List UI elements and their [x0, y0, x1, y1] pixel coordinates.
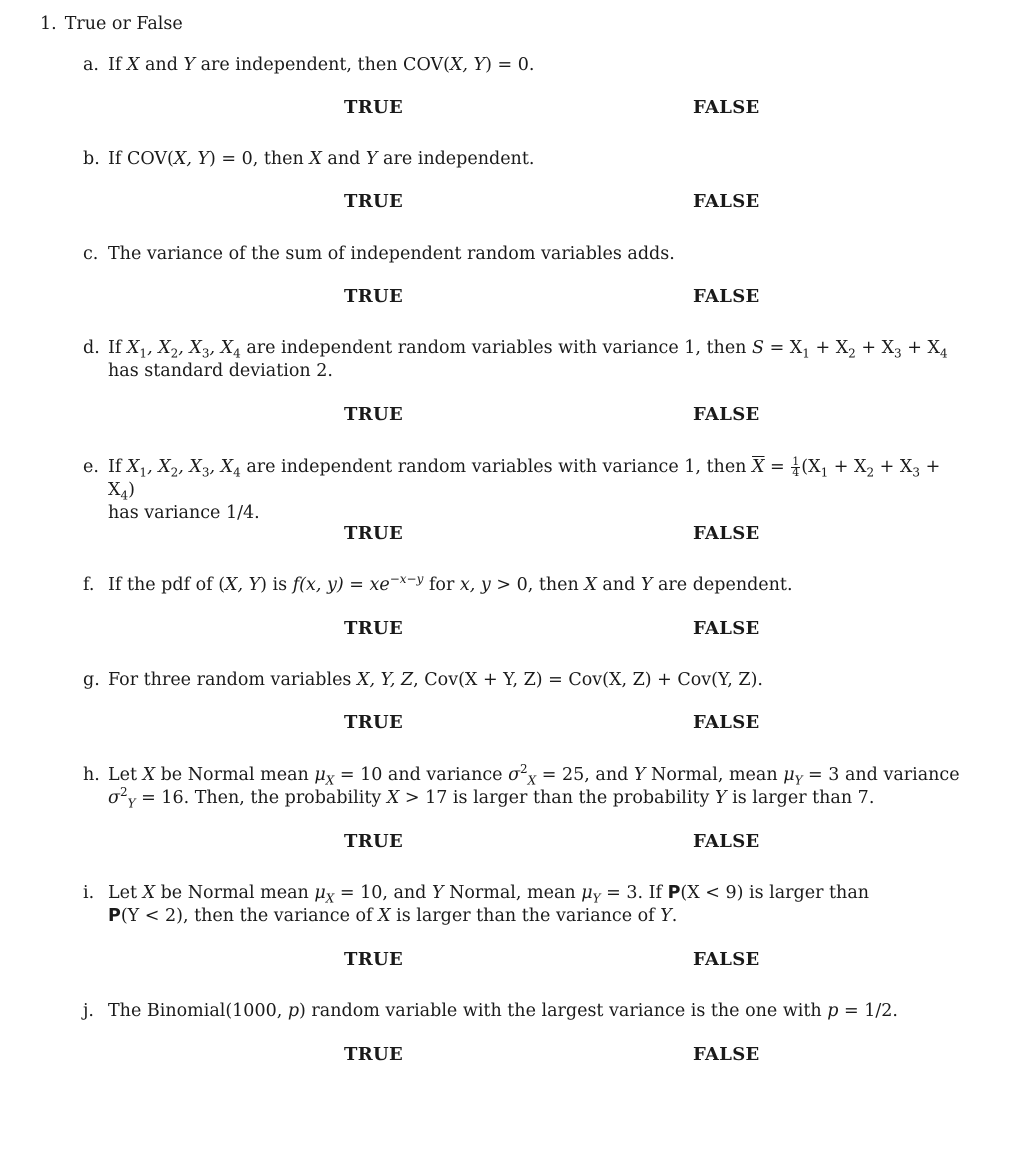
item-a [83, 54, 963, 77]
false-option-a[interactable]: FALSE [693, 97, 760, 118]
question-title [40, 14, 183, 34]
false-option-e[interactable]: FALSE [693, 523, 760, 544]
true-option-d[interactable]: TRUE [344, 404, 403, 425]
true-option-a[interactable]: TRUE [344, 97, 403, 118]
false-option-f[interactable]: FALSE [693, 618, 760, 639]
false-option-b[interactable]: FALSE [693, 191, 760, 212]
item-label: f. [83, 575, 95, 595]
true-option-c[interactable]: TRUE [344, 286, 403, 307]
false-option-c[interactable]: FALSE [693, 286, 760, 307]
item-label: j. [83, 1001, 94, 1021]
item-statement: If X and Y are independent, then COV(X, Y) = 0. [108, 55, 535, 75]
item-e [83, 456, 963, 525]
false-option-h[interactable]: FALSE [693, 831, 760, 852]
true-option-g[interactable]: TRUE [344, 712, 403, 733]
item-f [83, 574, 963, 597]
question-number: 1. [40, 14, 57, 34]
item-b [83, 148, 963, 171]
true-option-h[interactable]: TRUE [344, 831, 403, 852]
item-statement: If $X_1$, $X_2$, $X_3$, $X_4$ are independent random variables with variance 1, then $S = X_1 + X_2 + X_3 + X_4$ has standard deviation 2. [108, 338, 948, 381]
item-label: b. [83, 149, 100, 169]
item-label: e. [83, 457, 99, 477]
item-g [83, 669, 963, 692]
item-label: c. [83, 244, 99, 264]
item-label: i. [83, 883, 95, 903]
question-title-text: True or False [64, 14, 183, 34]
item-d [83, 337, 963, 383]
true-option-b[interactable]: TRUE [344, 191, 403, 212]
item-statement: For three random variables X, Y, Z, Cov(X + Y, Z) = Cov(X, Z) + Cov(Y, Z). [108, 670, 763, 690]
item-statement: Let X be Normal mean $\mu_X = 10$ and variance $\sigma^2_X = 25$, and Y Normal, mean $\mu_Y = 3$ and variance $\sigma^2_Y = 16$. Then, the probability X > 17 is larger than the probability Y is larger than 7. [108, 762, 960, 811]
false-option-i[interactable]: FALSE [693, 949, 760, 970]
item-label: a. [83, 55, 99, 75]
item-h [83, 764, 963, 810]
item-label: h. [83, 765, 100, 785]
item-statement: The variance of the sum of independent random variables adds. [108, 244, 675, 264]
item-label: d. [83, 338, 100, 358]
item-statement: The Binomial(1000, p) random variable with the largest variance is the one with p = 1/2. [108, 1001, 898, 1021]
item-statement: If the pdf of (X, Y) is f(x, $y) = xe^{-x-y}$ for x, y > 0, then X and Y are dependent. [108, 572, 793, 595]
true-option-i[interactable]: TRUE [344, 949, 403, 970]
false-option-j[interactable]: FALSE [693, 1044, 760, 1065]
item-statement: Let X be Normal mean $\mu_X = 10$, and Y Normal, mean $\mu_Y = 3$. If P(X < 9) is larger than P(Y < 2), then the variance of X is larger than the variance of Y. [108, 883, 870, 926]
item-c [83, 243, 963, 266]
item-statement: If COV(X, Y) = 0, then X and Y are independent. [108, 149, 535, 169]
true-option-e[interactable]: TRUE [344, 523, 403, 544]
item-j [83, 1000, 963, 1023]
true-option-j[interactable]: TRUE [344, 1044, 403, 1065]
false-option-g[interactable]: FALSE [693, 712, 760, 733]
true-option-f[interactable]: TRUE [344, 618, 403, 639]
item-label: g. [83, 670, 100, 690]
item-i [83, 882, 963, 928]
fraction: $\frac{1}{4}$ [792, 455, 800, 479]
item-statement: If $X_1$, $X_2$, $X_3$, $X_4$ are independent random variables with variance 1, then $\overline{X}$ = $\frac{1}{4}$ $(X_1 + X_2 + X_3 + X_4)$ has variance 1/4. [108, 455, 941, 523]
false-option-d[interactable]: FALSE [693, 404, 760, 425]
